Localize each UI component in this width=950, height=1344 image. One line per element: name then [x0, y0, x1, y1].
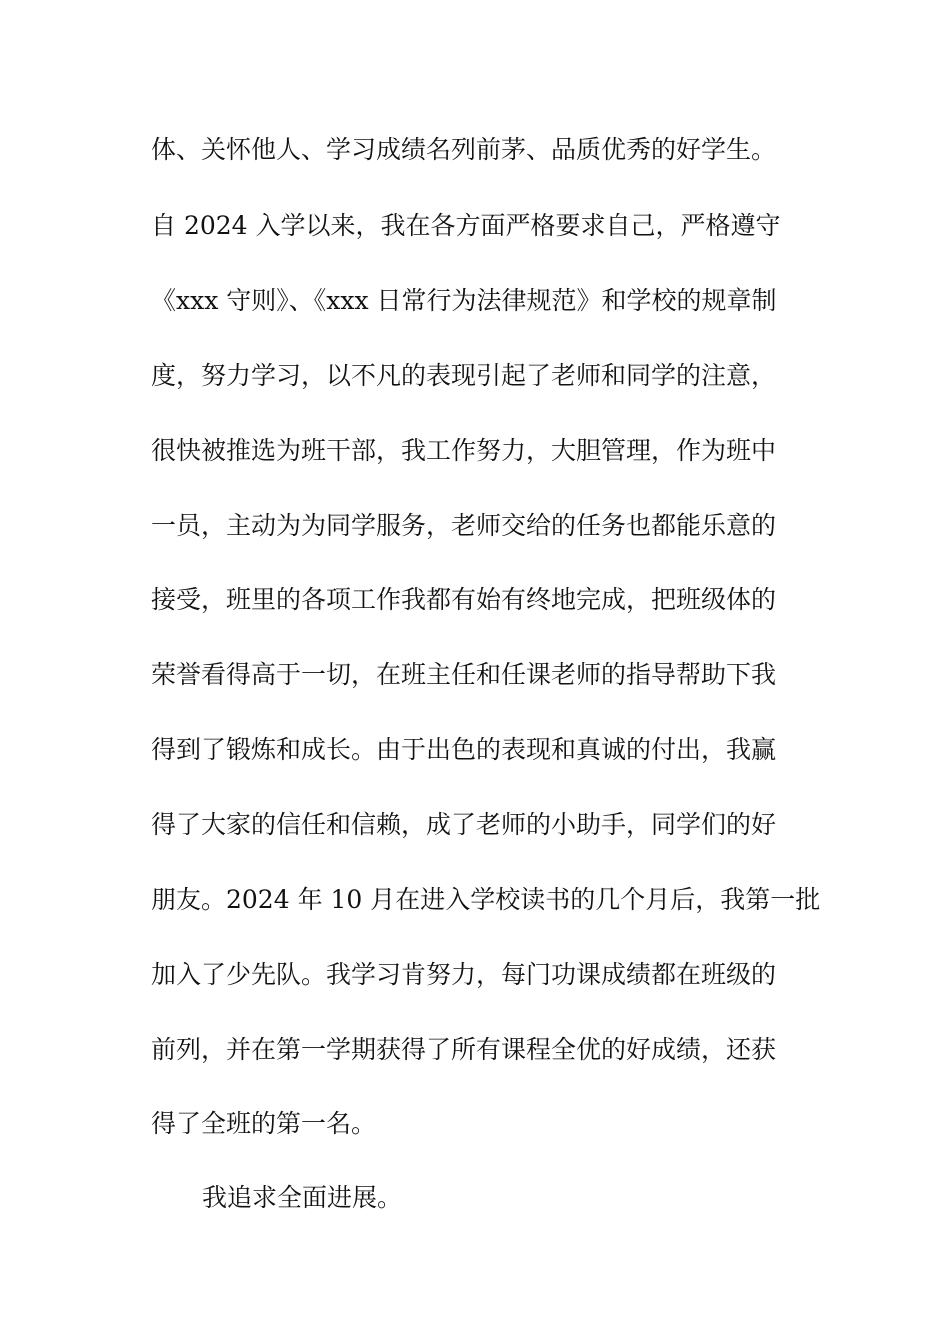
text-line: 得到了锻炼和成长。由于出色的表现和真诚的付出，我赢 [151, 735, 777, 764]
text-line: 加入了少先队。我学习肯努力，每门功课成绩都在班级的 [151, 960, 777, 989]
text-line: 接受，班里的各项工作我都有始有终地完成，把班级体的 [151, 585, 777, 614]
text-line: 前列，并在第一学期获得了所有课程全优的好成绩，还获 [151, 1035, 777, 1064]
text-line: 自 2024 入学以来，我在各方面严格要求自己，严格遵守 [151, 211, 781, 240]
text-line: 很快被推选为班干部，我工作努力，大胆管理，作为班中 [151, 436, 777, 465]
text-line: 荣誉看得高于一切，在班主任和任课老师的指导帮助下我 [151, 660, 777, 689]
text-line: 一员，主动为为同学服务，老师交给的任务也都能乐意的 [151, 511, 777, 540]
text-line: 得了大家的信任和信赖，成了老师的小助手，同学们的好 [151, 810, 777, 839]
text-line: 得了全班的第一名。 [151, 1109, 377, 1138]
text-line: 度，努力学习，以不凡的表现引起了老师和同学的注意， [151, 361, 777, 390]
text-line: 体、关怀他人、学习成绩名列前茅、品质优秀的好学生。 [151, 135, 777, 164]
text-line: 《xxx 守则》、《xxx 日常行为法律规范》和学校的规章制 [151, 286, 777, 315]
text-line: 朋友。2024 年 10 月在进入学校读书的几个月后，我第一批 [151, 885, 821, 914]
paragraph-first-line: 我追求全面进展。 [202, 1183, 403, 1212]
